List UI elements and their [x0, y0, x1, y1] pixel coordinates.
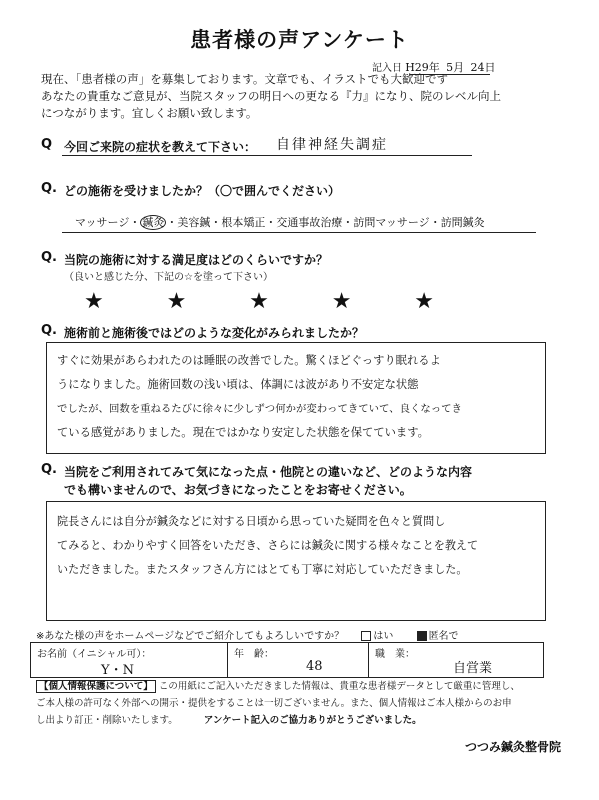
date-day: 24日 [470, 61, 496, 74]
q4-label: 施術前と施術後ではどのような変化がみられましたか？ [64, 326, 365, 340]
q4-answer [57, 349, 462, 445]
answer-line: でしたが、回数を重ねるたびに徐々に少しずつ何かが変わってきていて、良くなってき [57, 403, 462, 415]
job-value: 自営業 [453, 661, 493, 676]
q3-label: 当院の施術に対する満足度はどのくらいですか？ [64, 253, 329, 267]
q2-mark: Q. [41, 181, 57, 196]
star-icon[interactable]: ★ [414, 289, 434, 314]
date-year: H29年 [405, 61, 440, 74]
q3-sublabel: （良いと感じた分、下記の☆を塗って下さい） [64, 272, 273, 283]
option-visit-massage[interactable]: 訪問マッサージ [353, 216, 430, 229]
privacy-line: ご本人様の許可なく外部への開示・提供をすることは一切ございません。また、個人情報はご本人様からのお申 [36, 698, 512, 709]
star-icon[interactable]: ★ [166, 289, 187, 314]
answer-line: 院長さんには自分が鍼灸などに対する日頃から思っていた疑問を色々と質問し [57, 515, 446, 528]
privacy-line: し出より訂正・削除いたします。 [36, 715, 178, 726]
name-value: Y・N [101, 663, 134, 678]
answer-line: ている感覚がありました。現在ではかなり安定した状態を保てています。 [57, 426, 429, 439]
q4-mark: Q. [41, 323, 57, 338]
permission-row [36, 627, 459, 642]
job-cell[interactable] [369, 643, 543, 677]
answer-line: いただきました。またスタッフさん方にはとても丁寧に対応していただきました。 [57, 563, 468, 576]
date-month: 5月 [446, 61, 465, 74]
option-traffic-accident[interactable]: 交通事故治療 [276, 216, 343, 229]
q5-answer-box[interactable] [46, 501, 546, 621]
answer-line: てみると、わかりやすく回答をいただき、さらには鍼灸に関する様々なことを教えて [57, 539, 479, 552]
privacy-line: この用紙にご記入いただきました情報は、貴重な患者様データとして厳重に管理し、 [158, 681, 520, 692]
info-table [30, 642, 544, 678]
name-cell[interactable] [31, 643, 228, 677]
intro-line: あなたの貴重なご意見が、当院スタッフの明日への更なる『力』になり、院のレベル向上 [41, 89, 501, 103]
checkbox-checked-icon[interactable] [417, 631, 427, 641]
option-beauty-acupuncture[interactable]: 美容鍼 [177, 216, 211, 229]
permission-yes[interactable]: はい [361, 631, 393, 642]
permission-question: ※あなた様の声をホームページなどでご紹介してもよろしいですか？ [36, 631, 345, 642]
star-icon[interactable]: ★ [249, 289, 269, 314]
q5-label [64, 463, 472, 499]
q1-label: 今回ご来院の症状を教えて下さい： [64, 140, 257, 154]
clinic-name: つつみ鍼灸整骨院 [464, 740, 561, 754]
permission-anonymous[interactable]: 匿名で [417, 631, 459, 642]
rating-stars [84, 289, 434, 314]
q4-answer-box[interactable] [46, 342, 546, 454]
intro-line: につながります。宜しくお願い致します。 [41, 106, 258, 120]
thanks-message: アンケート記入のご協力ありがとうございました。 [203, 715, 422, 726]
checkbox-icon[interactable] [361, 631, 371, 641]
age-value: 48 [306, 659, 323, 674]
q5-label-line: 当院をご利用されてみて気になった点・他院との違いなど、どのような内容 [64, 465, 473, 479]
star-icon[interactable]: ★ [84, 289, 104, 314]
q2-options: マッサージ・ 鍼灸 ・美容鍼・根本矯正・交通事故治療・訪問マッサージ・訪問鍼灸 [75, 216, 485, 229]
q2-label: どの施術を受けましたか？（〇で囲んでください） [64, 184, 341, 198]
name-label: お名前（イニシャル可）： [37, 649, 152, 660]
q1-mark: Q [41, 137, 53, 152]
q1-underline [62, 155, 472, 156]
age-label: 年 齢： [234, 649, 274, 660]
answer-line: すぐに効果があらわれたのは睡眠の改善でした。驚くほどぐっすり眠れるよ [57, 354, 441, 367]
option-root-correction[interactable]: 根本矯正 [221, 216, 266, 229]
privacy-heading: 【個人情報保護について】 [36, 680, 156, 693]
q2-underline [62, 232, 536, 233]
intro-text [41, 71, 561, 122]
q5-mark: Q. [41, 462, 57, 477]
q5-answer [57, 510, 478, 582]
q1-answer[interactable]: 自律神経失調症 [276, 137, 388, 153]
privacy-notice [36, 678, 556, 729]
option-visit-acupuncture[interactable]: 訪問鍼灸 [440, 216, 485, 229]
job-label: 職 業： [375, 649, 415, 660]
star-icon[interactable]: ★ [331, 289, 352, 314]
option-acupuncture-selected[interactable]: 鍼灸 [142, 216, 165, 229]
option-massage[interactable]: マッサージ [75, 216, 130, 229]
page-title: 患者様の声アンケート [190, 28, 409, 52]
age-cell[interactable] [228, 643, 369, 677]
q5-label-line: でも構いませんので、お気づきになったことをお寄せください。 [64, 483, 412, 497]
answer-line: うになりました。施術回数の浅い頃は、体調には波があり不安定な状態 [57, 378, 419, 391]
date-label: 記入日 [372, 63, 402, 74]
intro-line: 現在、「患者様の声」を募集しております。文章でも、イラストでも大歓迎です [41, 72, 448, 86]
q3-mark: Q. [41, 250, 57, 265]
